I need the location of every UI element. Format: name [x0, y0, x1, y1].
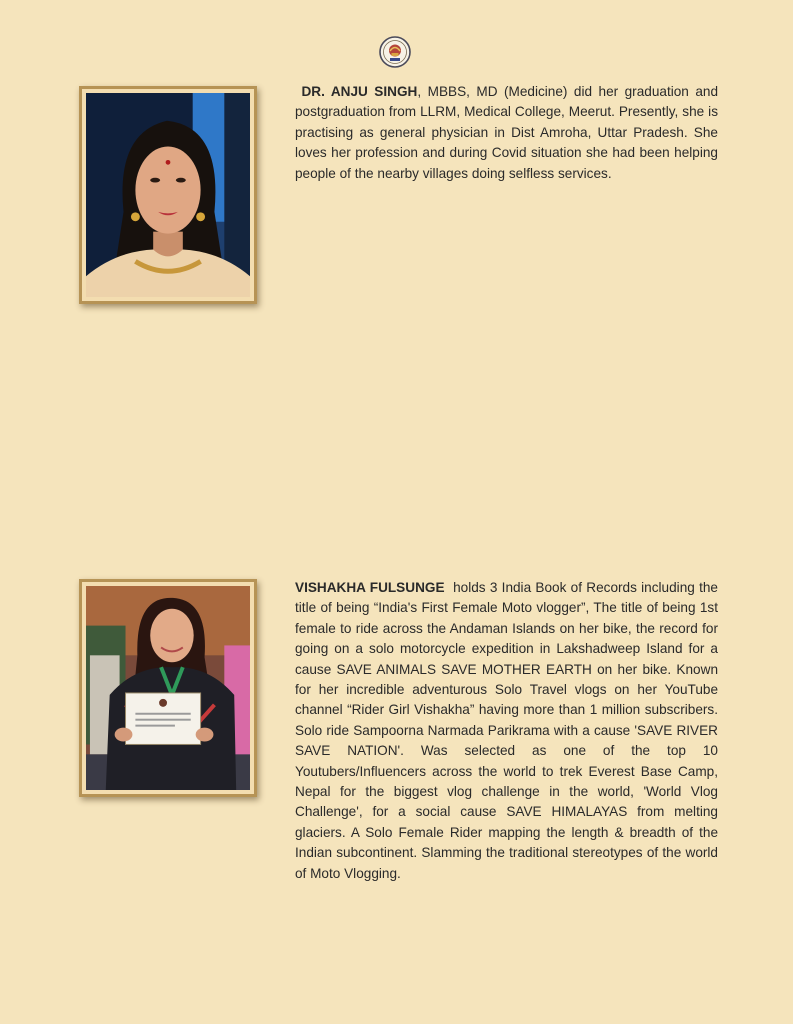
profile-description: , MBBS, MD (Medicine) did her graduation and postgraduation from LLRM, Medical College, Meerut. Presently, she is practising as general physician in Dist Amroha, Uttar Pradesh. She loves her profession and during Covid situation she had been helping people of the nearby villages doing selfless services. [295, 84, 719, 181]
profile-name: VISHAKHA FULSUNGE [295, 580, 445, 595]
portrait-photo-icon [86, 93, 250, 297]
profile-bio-anju-singh [295, 82, 718, 184]
portrait-with-certificate-photo-icon [86, 586, 250, 790]
profile-photo-anju-singh [79, 86, 257, 304]
institution-seal-icon [379, 36, 411, 68]
profile-description: holds 3 India Book of Records including the title of being “India's First Female Moto vlogger”, The title of being 1st female to ride across the Andaman Islands on her bike, the record for going on a solo motorcycle expedition in Lakshadweep Island for a cause SAVE ANIMALS SAVE MOTHER EARTH on her bike. Known for her incredible adventurous Solo Travel vlogs on her YouTube channel “Rider Girl Vishakha” having more than 1 million subscribers. Solo ride Sampoorna Narmada Parikrama with a cause 'SAVE RIVER SAVE NATION'. Was selected as one of the top 10 Youtubers/Influencers across the world to trek Everest Base Camp, Nepal for the biggest vlog challenge in the world, 'World Vlog Challenge', for a social cause SAVE HIMALAYAS from melting glaciers. A Solo Female Rider mapping the length & breadth of the Indian subcontinent. Slamming the traditional stereotypes of the world of Moto Vlogging. [295, 580, 722, 881]
profile-bio-vishakha-fulsunge [295, 578, 722, 884]
profile-photo-vishakha-fulsunge [79, 579, 257, 797]
profile-name: DR. ANJU SINGH [301, 84, 418, 99]
